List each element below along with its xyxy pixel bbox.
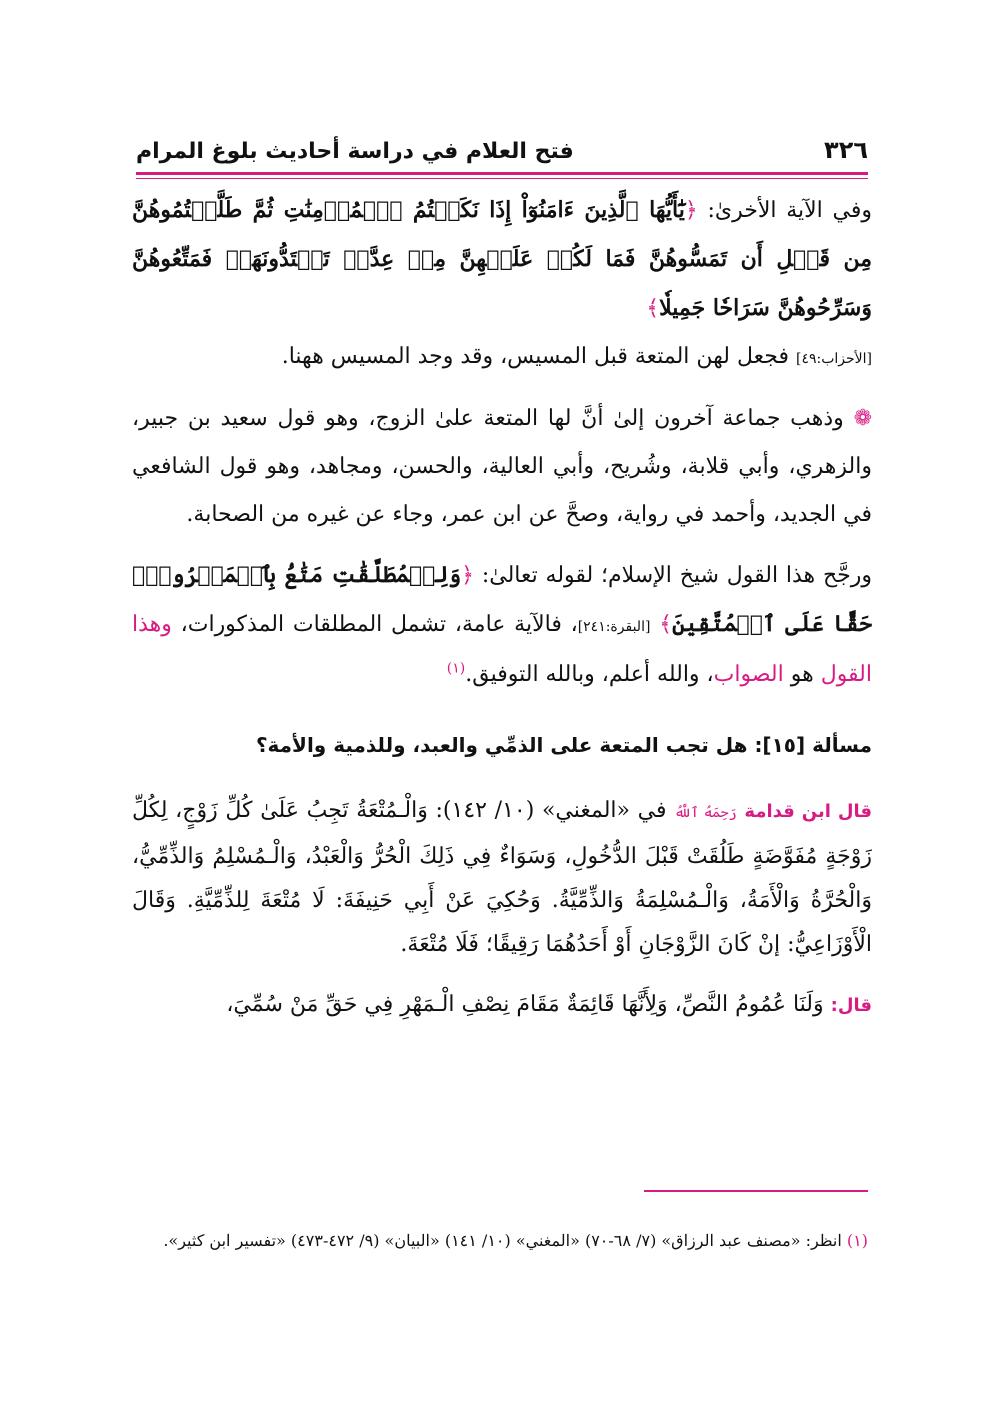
speaker-name: قال ابن قدامة <box>744 801 872 822</box>
highlight-text: وهذا القول <box>132 612 872 687</box>
paragraph-second-opinion: ❁ وذهب جماعة آخرون إلىٰ أنَّ لها المتعة علىٰ الزوج، وهو قول سعيد بن جبير، والزهري، وأبي قلابة، وشُريح، وأبي العالية، والحسن، ومجاهد، وهو قول الشافعي في الجديد، وأحمد في رواية، وصحَّ عن ابن عمر، وجاء عن غيره من الصحابة. <box>132 406 872 527</box>
highlight-text: الصواب <box>713 662 784 687</box>
quote-said: قال: وَلَنَا عُمُومُ النَّصِّ، وَلِأَنَّهَا قَائِمَةٌ مَقَامَ نِصْفِ الْـمَهْرِ فِي حَقِّ مَنْ سُمِّيَ، <box>226 992 872 1017</box>
header-rule-thin <box>136 178 868 179</box>
quran-verse-baqarah: وَلِلۡمُطَلَّقَٰتِ مَتَٰعُۢ بِٱلۡمَعۡرُوفِۖ حَقًّا عَلَى ٱلۡمُتَّقِينَ <box>132 562 872 637</box>
issue-label: مسألة [١٥]: <box>754 733 872 757</box>
quran-verse-ahzab: يَٰٓأَيُّهَا ٱلَّذِينَ ءَامَنُوٓاْ إِذَا نَكَحۡتُمُ ٱلۡمُؤۡمِنَٰتِ ثُمَّ طَلَّقۡتُمُوهُنَّ مِن قَبۡلِ أَن تَمَسُّوهُنَّ فَمَا لَكُمۡ عَلَيۡهِنَّ مِنۡ عِدَّةٖ تَعۡتَدُّونَهَاۖ فَمَتِّعُوهُنَّ وَسَرِّحُوهُنَّ سَرَاحٗا جَمِيلٗا <box>132 197 872 321</box>
footnote-marker[interactable]: (١) <box>446 660 466 677</box>
header-rule-thick <box>136 172 868 175</box>
said-label: قال: <box>830 995 872 1016</box>
footnotes <box>136 1226 868 1256</box>
issue-heading <box>132 721 872 769</box>
verse-reference: [الأحزاب:٤٩] <box>795 351 872 367</box>
footnote-1: (١) انظر: «مصنف عبد الرزاق» (٧/ ٦٨-٧٠) «المغني» (١٠/ ١٤١) «البيان» (٩/ ٤٧٢-٤٧٣) «تفسير ابن كثير». <box>163 1231 868 1250</box>
running-title: فتح العلام في دراسة أحاديث بلوغ المرام <box>136 139 574 164</box>
footnote-separator <box>644 1190 868 1192</box>
page-header <box>136 128 868 164</box>
body-text <box>132 186 872 1028</box>
paragraph-verse-ahzab: وفي الآية الأخرىٰ: ﴿يَٰٓأَيُّهَا ٱلَّذِينَ ءَامَنُوٓاْ إِذَا نَكَحۡتُمُ ٱلۡمُؤۡمِنَٰتِ ثُمَّ طَلَّقۡتُمُوهُنَّ مِن قَبۡلِ أَن تَمَسُّوهُنَّ فَمَا لَكُمۡ عَلَيۡهِنَّ مِنۡ عِدَّةٖ تَعۡتَدُّونَهَاۖ فَمَتِّعُوهُنَّ وَسَرِّحُوهُنَّ سَرَاحٗا جَمِيلٗا﴾ [الأحزاب:٤٩] فجعل لهن المتعة قبل المسيس، وقد وجد المسيس ههنا. <box>132 197 872 369</box>
quote-ibn-qudamah: قال ابن قدامة رَحِمَهُ ٱللَّهُ في «المغني» (١٠/ ١٤٢): وَالْـمُتْعَةُ تَجِبُ عَلَىٰ كُلِّ زَوْجٍ، لِكُلِّ زَوْجَةٍ مُفَوَّضَةٍ طَلُقَتْ قَبْلَ الدُّخُولِ، وَسَوَاءٌ فِي ذَلِكَ الْحُرُّ وَالْعَبْدُ، وَالْـمُسْلِمُ وَالذِّمِّيُّ، وَالْحُرَّةُ وَالْأَمَةُ، وَالْـمُسْلِمَةُ وَالذِّمِّيَّةُ. وَحُكِيَ عَنْ أَبِي حَنِيفَةَ: لَا مُتْعَةَ لِلذِّمِّيَّةِ. وَقَالَ الْأَوْزَاعِيُّ: إنْ كَانَ الزَّوْجَانِ أَوْ أَحَدُهُمَا رَقِيقًا؛ فَلَا مُتْعَةَ. <box>132 798 872 957</box>
flower-ornament-icon: ❁ <box>853 406 872 431</box>
quran-open-bracket: ﴿ <box>684 198 698 223</box>
verse-reference: [البقرة:٢٤١] <box>577 619 651 635</box>
page-number: ٣٢٦ <box>824 136 868 164</box>
issue-question: هل تجب المتعة على الذمِّي والعبد، وللذمية والأمة؟ <box>255 733 755 757</box>
paragraph-preference: ورجَّح هذا القول شيخ الإسلام؛ لقوله تعالىٰ: ﴿وَلِلۡمُطَلَّقَٰتِ مَتَٰعُۢ بِٱلۡمَعۡرُوفِۖ حَقًّا عَلَى ٱلۡمُتَّقِينَ﴾ [البقرة:٢٤١]، فالآية عامة، تشمل المطلقات المذكورات، وهذا القول هو الصواب، والله أعلم، وبالله التوفيق.$^{(١)}$ <box>132 562 872 687</box>
quran-close-bracket: ﴾ <box>659 612 673 637</box>
footnote-number: (١) <box>846 1231 868 1250</box>
honorific: رَحِمَهُ ٱللَّهُ <box>674 805 737 821</box>
quran-close-bracket: ﴾ <box>646 296 660 321</box>
quran-open-bracket: ﴿ <box>461 563 475 588</box>
